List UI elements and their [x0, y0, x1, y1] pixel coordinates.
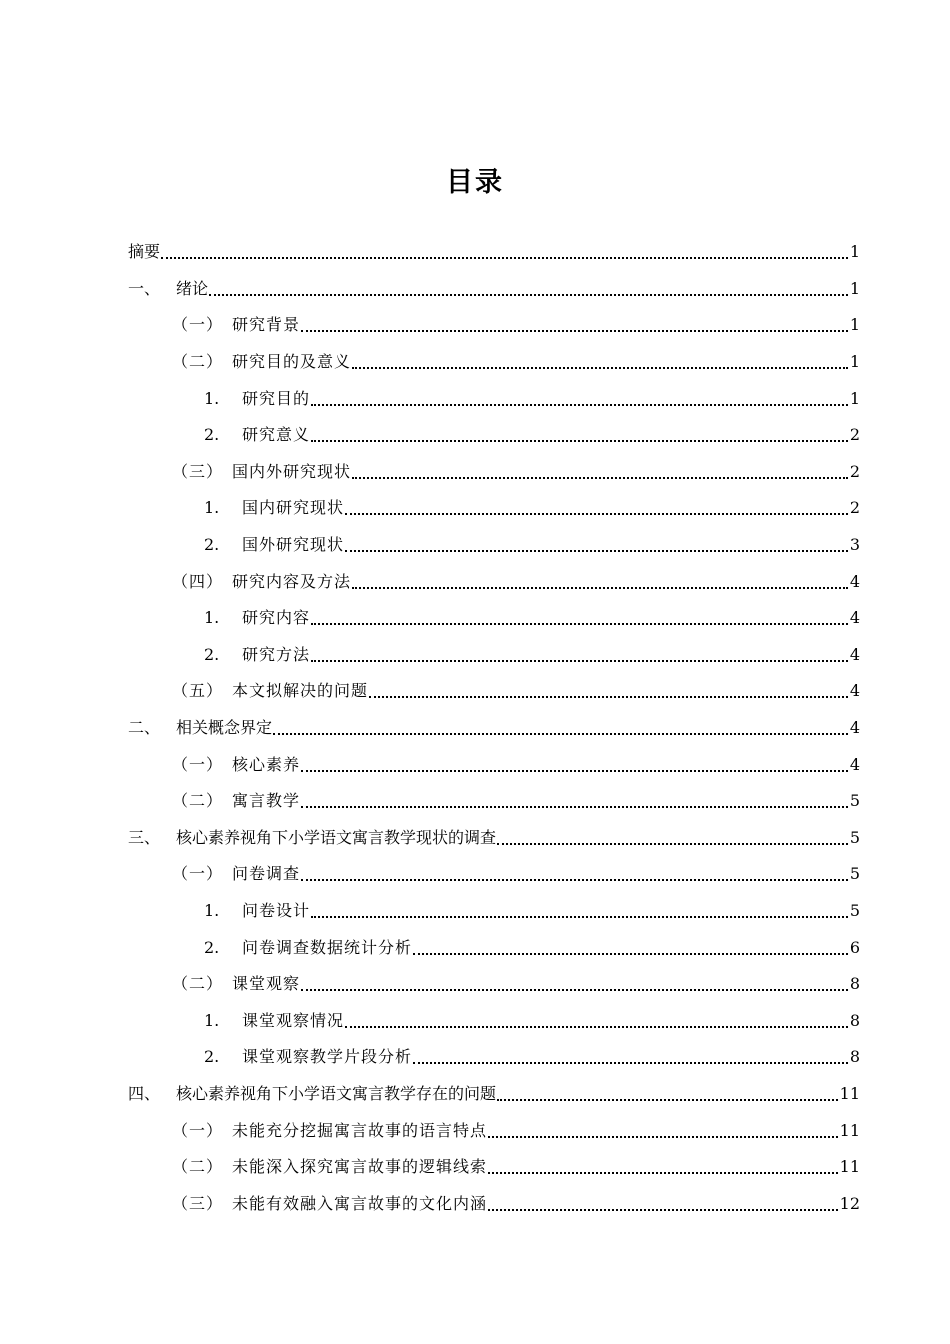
toc-entry-title: 国外研究现状 [242, 535, 345, 555]
toc-entry[interactable] [128, 673, 860, 710]
toc-entry[interactable] [128, 746, 860, 783]
toc-entry-page-number: 5 [849, 900, 860, 920]
toc-entry-number: 1. [204, 1010, 220, 1030]
toc-entry-page-number: 2 [849, 425, 860, 445]
toc-entry-page-number: 11 [839, 1157, 860, 1177]
toc-entry-title: 摘要 [128, 242, 161, 262]
toc-entry-title: 未能充分挖掘寓言故事的语言特点 [232, 1120, 488, 1140]
toc-entry-page-number: 1 [849, 388, 860, 408]
toc-entry[interactable] [128, 1112, 860, 1149]
page-title: 目录 [446, 167, 504, 198]
toc-entry[interactable] [128, 380, 860, 417]
toc-entry-number: 2. [204, 644, 220, 664]
dot-leader [273, 733, 848, 735]
toc-entry[interactable] [128, 856, 860, 893]
toc-entry-number: 一、 [128, 278, 161, 298]
toc-entry-number: （二） [172, 1157, 224, 1177]
toc-entry-number: 1. [204, 498, 220, 518]
toc-entry-number: （二） [172, 352, 224, 372]
toc-entry[interactable] [128, 1039, 860, 1076]
dot-leader [301, 330, 848, 332]
dot-leader [497, 1099, 838, 1101]
toc-entry-title: 核心素养 [232, 754, 301, 774]
toc-entry-page-number: 8 [849, 974, 860, 994]
toc-entry-number: 2. [204, 937, 220, 957]
toc-entry[interactable] [128, 783, 860, 820]
toc-entry-page-number: 11 [839, 1083, 860, 1103]
dot-leader [352, 587, 848, 589]
toc-entry-title: 绪论 [176, 278, 209, 298]
toc-entry-title: 课堂观察 [232, 974, 301, 994]
toc-entry-number: （一） [172, 864, 224, 884]
toc-entry[interactable] [128, 710, 860, 747]
toc-entry-title: 问卷调查 [232, 864, 301, 884]
toc-entry-title: 研究内容 [242, 608, 311, 628]
toc-entry-title: 研究目的 [242, 388, 311, 408]
toc-entry-number: （二） [172, 791, 224, 811]
toc-entry-title: 问卷调查数据统计分析 [242, 937, 413, 957]
toc-entry-number: 1. [204, 608, 220, 628]
toc-entry-title: 本文拟解决的问题 [232, 681, 369, 701]
toc-entry-page-number: 5 [849, 791, 860, 811]
toc-entry[interactable] [128, 820, 860, 857]
toc-entry-page-number: 1 [849, 352, 860, 372]
toc-entry[interactable] [128, 1149, 860, 1186]
dot-leader [301, 879, 848, 881]
toc-entry-number: （一） [172, 315, 224, 335]
toc-entry-number: （二） [172, 974, 224, 994]
toc-entry[interactable] [128, 527, 860, 564]
toc-entry-page-number: 1 [849, 242, 860, 262]
toc-entry-title: 研究目的及意义 [232, 352, 352, 372]
toc-entry-page-number: 1 [849, 278, 860, 298]
toc-entry-page-number: 4 [849, 644, 860, 664]
toc-entry-title: 未能深入探究寓言故事的逻辑线索 [232, 1157, 488, 1177]
dot-leader [369, 696, 848, 698]
toc-entry-number: （一） [172, 754, 224, 774]
toc-entry-page-number: 4 [849, 608, 860, 628]
toc-entry-title: 研究方法 [242, 644, 311, 664]
toc-entry[interactable] [128, 234, 860, 271]
dot-leader [488, 1209, 838, 1211]
toc-entry-page-number: 11 [839, 1120, 860, 1140]
toc-entry-page-number: 8 [849, 1047, 860, 1067]
dot-leader [301, 770, 848, 772]
toc-entry-number: （五） [172, 681, 224, 701]
table-of-contents [128, 234, 860, 1222]
dot-leader [488, 1136, 838, 1138]
toc-entry-title: 寓言教学 [232, 791, 301, 811]
toc-entry[interactable] [128, 344, 860, 381]
toc-entry-title: 研究背景 [232, 315, 301, 335]
toc-entry-page-number: 6 [849, 937, 860, 957]
toc-entry[interactable] [128, 1076, 860, 1113]
dot-leader [497, 843, 848, 845]
dot-leader [413, 953, 848, 955]
dot-leader [311, 660, 848, 662]
toc-entry-page-number: 4 [849, 681, 860, 701]
toc-entry-title: 课堂观察教学片段分析 [242, 1047, 413, 1067]
toc-entry-title: 核心素养视角下小学语文寓言教学现状的调查 [176, 827, 497, 847]
dot-leader [311, 404, 848, 406]
toc-entry[interactable] [128, 600, 860, 637]
toc-entry-number: （四） [172, 571, 224, 591]
toc-entry-number: 三、 [128, 827, 161, 847]
toc-entry-title: 研究意义 [242, 425, 311, 445]
toc-entry[interactable] [128, 637, 860, 674]
toc-entry-page-number: 2 [849, 498, 860, 518]
toc-entry-page-number: 1 [849, 315, 860, 335]
toc-entry-title: 相关概念界定 [176, 718, 273, 738]
dot-leader [488, 1172, 838, 1174]
dot-leader [345, 1026, 848, 1028]
toc-entry[interactable] [128, 490, 860, 527]
toc-entry-number: 2. [204, 535, 220, 555]
toc-entry-page-number: 8 [849, 1010, 860, 1030]
toc-entry-number: （三） [172, 1193, 224, 1213]
dot-leader [345, 550, 848, 552]
toc-entry-number: 二、 [128, 718, 161, 738]
dot-leader [311, 623, 848, 625]
dot-leader [345, 513, 848, 515]
toc-entry[interactable] [128, 563, 860, 600]
toc-entry-number: 2. [204, 1047, 220, 1067]
toc-entry[interactable] [128, 929, 860, 966]
toc-entry-page-number: 12 [839, 1193, 860, 1213]
dot-leader [352, 367, 848, 369]
toc-entry-page-number: 3 [849, 535, 860, 555]
toc-entry[interactable] [128, 1185, 860, 1222]
toc-entry[interactable] [128, 966, 860, 1003]
toc-entry-page-number: 2 [849, 461, 860, 481]
toc-entry[interactable] [128, 893, 860, 930]
toc-entry-title: 研究内容及方法 [232, 571, 352, 591]
toc-entry-number: （一） [172, 1120, 224, 1140]
toc-entry-number: 2. [204, 425, 220, 445]
toc-entry-page-number: 4 [849, 718, 860, 738]
toc-entry-title: 未能有效融入寓言故事的文化内涵 [232, 1193, 488, 1213]
dot-leader [311, 440, 848, 442]
dot-leader [301, 806, 848, 808]
toc-entry[interactable] [128, 454, 860, 491]
toc-entry-page-number: 4 [849, 754, 860, 774]
toc-entry[interactable] [128, 1002, 860, 1039]
toc-entry-title: 国内研究现状 [242, 498, 345, 518]
toc-entry-page-number: 5 [849, 827, 860, 847]
toc-entry-page-number: 4 [849, 571, 860, 591]
toc-entry-number: 1. [204, 388, 220, 408]
toc-entry-title: 课堂观察情况 [242, 1010, 345, 1030]
toc-entry[interactable] [128, 307, 860, 344]
toc-entry[interactable] [128, 271, 860, 308]
dot-leader [352, 477, 848, 479]
dot-leader [301, 989, 848, 991]
dot-leader [161, 257, 848, 259]
toc-entry-number: （三） [172, 461, 224, 481]
toc-entry-title: 问卷设计 [242, 900, 311, 920]
toc-entry-title: 核心素养视角下小学语文寓言教学存在的问题 [176, 1083, 497, 1103]
dot-leader [413, 1062, 848, 1064]
toc-entry-title: 国内外研究现状 [232, 461, 352, 481]
dot-leader [311, 916, 848, 918]
toc-entry-number: 1. [204, 900, 220, 920]
toc-entry[interactable] [128, 417, 860, 454]
toc-entry-number: 四、 [128, 1083, 161, 1103]
dot-leader [209, 294, 848, 296]
toc-entry-page-number: 5 [849, 864, 860, 884]
